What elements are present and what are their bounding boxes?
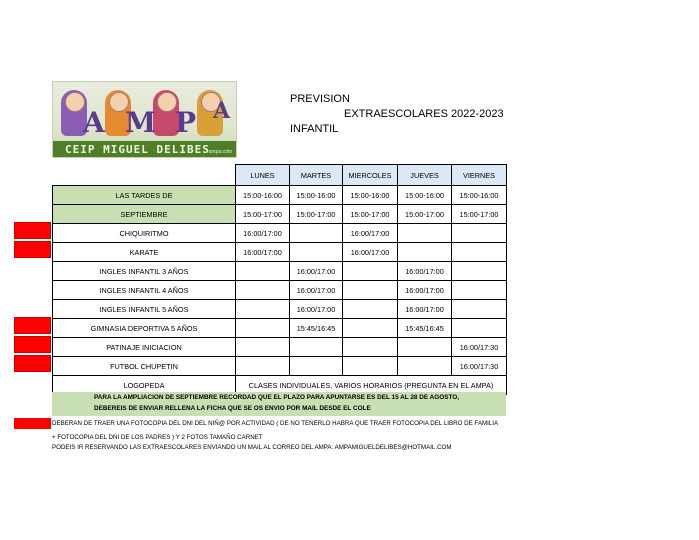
schedule-table [52,164,507,395]
activity-name: INGLES INFANTIL 4 AÑOS [53,281,236,300]
activity-row [53,281,507,300]
activity-time [290,224,343,243]
logo-letter-m: M [125,106,156,139]
activity-time: 16:00/17:30 [452,338,507,357]
activity-time: 16:00/17:00 [398,281,452,300]
activity-time [236,357,290,376]
activity-time: 16:00/17:00 [290,262,343,281]
kid-head [157,92,177,112]
activity-time: 15:45/16:45 [290,319,343,338]
footer-line-1: DEBERAN DE TRAER UNA FOTOCOPIA DEL DNI DEL NIÑ@ POR ACTIVIDAD ( DE NO TENERLO HABRA QUE TRAER FOTOCOPIA DEL LIBRO DE FAMILIA [52,420,499,427]
activity-time [236,281,290,300]
logopeda-name: LOGOPEDA [53,376,236,395]
red-marker [14,222,51,239]
september-label-2: SEPTIEMBRE [53,205,236,224]
title-line-2: EXTRAESCOLARES 2022-2023 [344,108,504,120]
september-cell: 15:00-16:00 [452,186,507,205]
activity-time: 16:00/17:00 [398,262,452,281]
september-cell: 15:00-17:00 [398,205,452,224]
activity-time [343,262,398,281]
activity-time [398,243,452,262]
activity-time [452,243,507,262]
activity-time [343,300,398,319]
red-marker [14,336,51,353]
header-blank [53,165,236,186]
logo-letter-p: P [175,106,197,139]
activity-time: 16:00/17:30 [452,357,507,376]
activity-name: INGLES INFANTIL 5 AÑOS [53,300,236,319]
activity-time [452,224,507,243]
footer-line-2: + FOTOCOPIA DEL DNI DE LOS PADRES ) Y 2 FOTOS TAMAÑO CARNET [52,434,263,441]
activity-row [53,357,507,376]
footer-line-3: PODEIS IR RESERVANDO LAS EXTRAESCOLARES ENVIANDO UN MAIL AL CORREO DEL AMPA: AMPAMIGUELDELIBES@HOTMAIL.COM [52,444,452,451]
red-marker [14,418,51,429]
activity-time [290,357,343,376]
logopeda-note: CLASES INDIVIDUALES, VARIOS HORARIOS (PREGUNTA EN EL AMPA) [236,376,507,395]
activity-time [343,281,398,300]
activity-name: INGLES INFANTIL 3 AÑOS [53,262,236,281]
header-martes: MARTES [290,165,343,186]
activity-time [236,262,290,281]
logo-tag: ampa.cdm [208,149,232,155]
september-cell: 15:00-17:00 [290,205,343,224]
activity-time: 16:00/17:00 [290,300,343,319]
activity-time [343,357,398,376]
activity-row [53,319,507,338]
activity-time [236,319,290,338]
activity-name: CHIQUIRITMO [53,224,236,243]
ampa-logo [52,81,237,158]
activity-time [452,281,507,300]
september-cell: 15:00-17:00 [343,205,398,224]
title-line-1: PREVISION [290,93,350,105]
activity-time [452,300,507,319]
activity-time [290,338,343,357]
header-miercoles: MIERCOLES [343,165,398,186]
september-row-1 [53,186,507,205]
activity-time: 15:45/16:45 [398,319,452,338]
kid-head [65,92,85,112]
red-marker [14,241,51,258]
red-marker [14,317,51,334]
notice-line-1: PARA LA AMPLIACION DE SEPTIEMBRE RECORDAD QUE EL PLAZO PARA APUNTARSE ES DEL 15 AL 28 DE AGOSTO, [94,394,460,401]
table-header-row [53,165,507,186]
activity-time: 16:00/17:00 [343,224,398,243]
september-row-2 [53,205,507,224]
activity-time: 16:00/17:00 [343,243,398,262]
logo-letter-a2: A [213,98,231,124]
activity-time: 16:00/17:00 [290,281,343,300]
september-cell: 15:00-16:00 [398,186,452,205]
activity-name: FUTBOL CHUPETIN [53,357,236,376]
activity-time [398,224,452,243]
activity-name: PATINAJE INICIACION [53,338,236,357]
logo-letter-a: A [83,106,105,139]
activity-row [53,300,507,319]
title-line-3: INFANTIL [290,123,339,135]
activity-time: 16:00/17:00 [236,243,290,262]
header-jueves: JUEVES [398,165,452,186]
activity-row [53,224,507,243]
activity-time [343,338,398,357]
september-cell: 15:00-16:00 [290,186,343,205]
activity-row [53,338,507,357]
september-cell: 15:00-16:00 [343,186,398,205]
activity-time [452,262,507,281]
september-cell: 15:00-17:00 [452,205,507,224]
red-marker [14,355,51,372]
activity-time [236,300,290,319]
activity-row [53,243,507,262]
activity-time [343,319,398,338]
activity-name: GIMNASIA DEPORTIVA 5 AÑOS [53,319,236,338]
activity-time: 16:00/17:00 [398,300,452,319]
header-viernes: VIERNES [452,165,507,186]
logo-school-name: CEIP MIGUEL DELIBES [65,143,210,156]
notice-line-2: DEBEREIS DE ENVIAR RELLENA LA FICHA QUE SE OS ENVIO POR MAIL DESDE EL COLE [94,405,371,412]
september-notice [52,392,506,416]
activity-time [398,338,452,357]
activity-time [290,243,343,262]
activity-row [53,262,507,281]
activity-time [398,357,452,376]
september-cell: 15:00-17:00 [236,205,290,224]
activity-time [236,338,290,357]
activity-time: 16:00/17:00 [236,224,290,243]
header-lunes: LUNES [236,165,290,186]
activity-time [452,319,507,338]
activity-name: KARATE [53,243,236,262]
september-label-1: LAS TARDES DE [53,186,236,205]
september-cell: 15:00-16:00 [236,186,290,205]
